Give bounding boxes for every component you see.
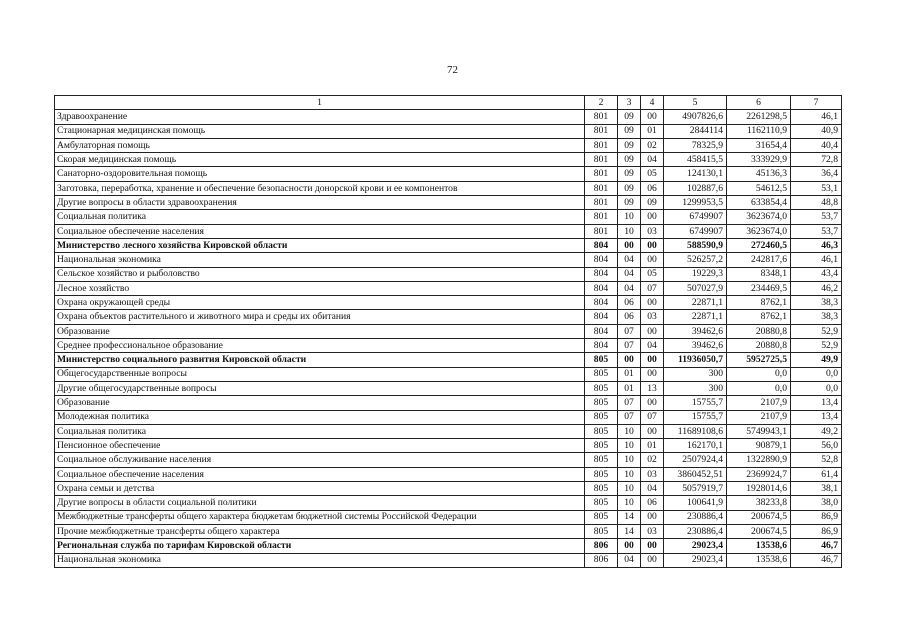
row-code-cell: 801 xyxy=(585,196,618,210)
row-plan-cell: 458415,5 xyxy=(664,153,727,167)
row-subsection-cell: 05 xyxy=(641,267,664,281)
row-section-cell: 09 xyxy=(618,110,641,124)
row-actual-cell: 13538,6 xyxy=(727,553,791,567)
row-name-cell: Другие общегосударственные вопросы xyxy=(55,381,585,395)
row-subsection-cell: 00 xyxy=(641,510,664,524)
page-number: 72 xyxy=(447,64,458,76)
row-name-cell: Социальное обслуживание населения xyxy=(55,453,585,467)
row-name-cell: Социальная политика xyxy=(55,424,585,438)
row-plan-cell: 507027,9 xyxy=(664,281,727,295)
table-header-row xyxy=(55,96,842,110)
row-percent-cell: 49,2 xyxy=(791,424,842,438)
row-percent-cell: 46,7 xyxy=(791,539,842,553)
row-code-cell: 805 xyxy=(585,482,618,496)
row-name-cell: Санаторно-оздоровительная помощь xyxy=(55,167,585,181)
table-row xyxy=(55,439,842,453)
row-section-cell: 10 xyxy=(618,224,641,238)
row-actual-cell: 8762,1 xyxy=(727,296,791,310)
table-row xyxy=(55,396,842,410)
row-plan-cell: 11689108,6 xyxy=(664,424,727,438)
row-plan-cell: 3860452,51 xyxy=(664,467,727,481)
row-section-cell: 07 xyxy=(618,396,641,410)
row-plan-cell: 102887,6 xyxy=(664,181,727,195)
row-plan-cell: 6749907 xyxy=(664,210,727,224)
row-code-cell: 801 xyxy=(585,181,618,195)
table-row xyxy=(55,138,842,152)
row-name-cell: Молодежная политика xyxy=(55,410,585,424)
table-row xyxy=(55,296,842,310)
row-plan-cell: 100641,9 xyxy=(664,496,727,510)
row-actual-cell: 242817,6 xyxy=(727,253,791,267)
row-section-cell: 04 xyxy=(618,267,641,281)
row-plan-cell: 4907826,6 xyxy=(664,110,727,124)
row-plan-cell: 588590,9 xyxy=(664,238,727,252)
row-plan-cell: 11936050,7 xyxy=(664,353,727,367)
row-code-cell: 804 xyxy=(585,253,618,267)
row-name-cell: Охрана окружающей среды xyxy=(55,296,585,310)
row-percent-cell: 0,0 xyxy=(791,381,842,395)
row-plan-cell: 2507924,4 xyxy=(664,453,727,467)
row-name-cell: Охрана объектов растительного и животного мира и среды их обитания xyxy=(55,310,585,324)
row-actual-cell: 2107,9 xyxy=(727,396,791,410)
row-section-cell: 10 xyxy=(618,453,641,467)
row-percent-cell: 0,0 xyxy=(791,367,842,381)
table-row xyxy=(55,110,842,124)
row-subsection-cell: 00 xyxy=(641,110,664,124)
row-plan-cell: 300 xyxy=(664,367,727,381)
row-plan-cell: 162170,1 xyxy=(664,439,727,453)
table-row xyxy=(55,553,842,567)
row-name-cell: Среднее профессиональное образование xyxy=(55,339,585,353)
row-name-cell: Национальная экономика xyxy=(55,253,585,267)
row-subsection-cell: 02 xyxy=(641,138,664,152)
row-code-cell: 801 xyxy=(585,124,618,138)
row-subsection-cell: 06 xyxy=(641,496,664,510)
row-actual-cell: 90879,1 xyxy=(727,439,791,453)
row-code-cell: 805 xyxy=(585,439,618,453)
table-row xyxy=(55,510,842,524)
table-row xyxy=(55,253,842,267)
row-section-cell: 06 xyxy=(618,310,641,324)
row-plan-cell: 300 xyxy=(664,381,727,395)
row-subsection-cell: 00 xyxy=(641,253,664,267)
row-percent-cell: 38,0 xyxy=(791,496,842,510)
table-row xyxy=(55,153,842,167)
row-percent-cell: 40,9 xyxy=(791,124,842,138)
row-section-cell: 07 xyxy=(618,410,641,424)
row-percent-cell: 38,3 xyxy=(791,296,842,310)
table-body xyxy=(55,96,842,568)
row-code-cell: 805 xyxy=(585,367,618,381)
row-percent-cell: 40,4 xyxy=(791,138,842,152)
row-percent-cell: 46,1 xyxy=(791,110,842,124)
table-row xyxy=(55,167,842,181)
row-code-cell: 805 xyxy=(585,410,618,424)
row-plan-cell: 15755,7 xyxy=(664,410,727,424)
table-row xyxy=(55,539,842,553)
row-percent-cell: 61,4 xyxy=(791,467,842,481)
row-subsection-cell: 00 xyxy=(641,553,664,567)
row-section-cell: 01 xyxy=(618,381,641,395)
row-subsection-cell: 00 xyxy=(641,424,664,438)
row-code-cell: 805 xyxy=(585,524,618,538)
row-subsection-cell: 02 xyxy=(641,453,664,467)
table-row xyxy=(55,310,842,324)
row-percent-cell: 46,2 xyxy=(791,281,842,295)
row-actual-cell: 5749943,1 xyxy=(727,424,791,438)
row-section-cell: 09 xyxy=(618,167,641,181)
row-code-cell: 805 xyxy=(585,424,618,438)
row-plan-cell: 39462,6 xyxy=(664,324,727,338)
row-plan-cell: 29023,4 xyxy=(664,539,727,553)
row-actual-cell: 20880,8 xyxy=(727,324,791,338)
table-row xyxy=(55,524,842,538)
row-section-cell: 10 xyxy=(618,467,641,481)
row-code-cell: 801 xyxy=(585,153,618,167)
row-name-cell: Охрана семьи и детства xyxy=(55,482,585,496)
row-name-cell: Общегосударственные вопросы xyxy=(55,367,585,381)
row-name-cell: Образование xyxy=(55,396,585,410)
row-subsection-cell: 07 xyxy=(641,410,664,424)
row-name-cell: Социальное обеспечение населения xyxy=(55,224,585,238)
row-section-cell: 09 xyxy=(618,124,641,138)
row-section-cell: 04 xyxy=(618,281,641,295)
header-cell-2: 2 xyxy=(585,96,618,110)
row-actual-cell: 234469,5 xyxy=(727,281,791,295)
row-percent-cell: 53,1 xyxy=(791,181,842,195)
table-row xyxy=(55,339,842,353)
row-actual-cell: 20880,8 xyxy=(727,339,791,353)
row-name-cell: Министерство социального развития Кировской области xyxy=(55,353,585,367)
row-actual-cell: 5952725,5 xyxy=(727,353,791,367)
row-section-cell: 06 xyxy=(618,296,641,310)
table-row xyxy=(55,124,842,138)
row-actual-cell: 633854,4 xyxy=(727,196,791,210)
row-name-cell: Сельское хозяйство и рыболовство xyxy=(55,267,585,281)
row-section-cell: 04 xyxy=(618,553,641,567)
row-name-cell: Межбюджетные трансферты общего характера бюджетам бюджетной системы Российской Федерации xyxy=(55,510,585,524)
row-name-cell: Образование xyxy=(55,324,585,338)
row-subsection-cell: 00 xyxy=(641,324,664,338)
row-subsection-cell: 00 xyxy=(641,396,664,410)
row-percent-cell: 43,4 xyxy=(791,267,842,281)
row-plan-cell: 19229,3 xyxy=(664,267,727,281)
row-section-cell: 10 xyxy=(618,496,641,510)
row-subsection-cell: 03 xyxy=(641,310,664,324)
row-actual-cell: 1928014,6 xyxy=(727,482,791,496)
row-section-cell: 07 xyxy=(618,339,641,353)
row-plan-cell: 230886,4 xyxy=(664,510,727,524)
row-name-cell: Прочие межбюджетные трансферты общего характера xyxy=(55,524,585,538)
row-percent-cell: 52,9 xyxy=(791,324,842,338)
row-percent-cell: 46,7 xyxy=(791,553,842,567)
table-row xyxy=(55,224,842,238)
row-code-cell: 801 xyxy=(585,167,618,181)
row-plan-cell: 29023,4 xyxy=(664,553,727,567)
row-actual-cell: 1162110,9 xyxy=(727,124,791,138)
row-actual-cell: 333929,9 xyxy=(727,153,791,167)
row-subsection-cell: 03 xyxy=(641,524,664,538)
row-plan-cell: 5057919,7 xyxy=(664,482,727,496)
table-row xyxy=(55,324,842,338)
row-section-cell: 00 xyxy=(618,238,641,252)
row-subsection-cell: 06 xyxy=(641,181,664,195)
row-subsection-cell: 00 xyxy=(641,210,664,224)
row-percent-cell: 46,3 xyxy=(791,238,842,252)
row-section-cell: 00 xyxy=(618,539,641,553)
row-name-cell: Амбулаторная помощь xyxy=(55,138,585,152)
row-actual-cell: 8762,1 xyxy=(727,310,791,324)
row-section-cell: 04 xyxy=(618,253,641,267)
row-subsection-cell: 07 xyxy=(641,281,664,295)
row-code-cell: 801 xyxy=(585,224,618,238)
row-code-cell: 805 xyxy=(585,496,618,510)
row-section-cell: 09 xyxy=(618,138,641,152)
row-percent-cell: 86,9 xyxy=(791,524,842,538)
row-name-cell: Скорая медицинская помощь xyxy=(55,153,585,167)
table-row xyxy=(55,424,842,438)
row-subsection-cell: 00 xyxy=(641,539,664,553)
row-subsection-cell: 01 xyxy=(641,439,664,453)
row-name-cell: Национальная экономика xyxy=(55,553,585,567)
table-row xyxy=(55,281,842,295)
row-section-cell: 10 xyxy=(618,439,641,453)
row-code-cell: 805 xyxy=(585,396,618,410)
row-code-cell: 804 xyxy=(585,324,618,338)
row-actual-cell: 31654,4 xyxy=(727,138,791,152)
row-section-cell: 09 xyxy=(618,153,641,167)
row-actual-cell: 1322890,9 xyxy=(727,453,791,467)
row-code-cell: 805 xyxy=(585,381,618,395)
header-cell-3: 3 xyxy=(618,96,641,110)
row-percent-cell: 48,8 xyxy=(791,196,842,210)
row-section-cell: 09 xyxy=(618,196,641,210)
row-code-cell: 804 xyxy=(585,238,618,252)
row-percent-cell: 86,9 xyxy=(791,510,842,524)
row-actual-cell: 8348,1 xyxy=(727,267,791,281)
row-subsection-cell: 04 xyxy=(641,482,664,496)
row-actual-cell: 2261298,5 xyxy=(727,110,791,124)
row-code-cell: 806 xyxy=(585,553,618,567)
row-code-cell: 805 xyxy=(585,453,618,467)
row-section-cell: 14 xyxy=(618,524,641,538)
row-percent-cell: 36,4 xyxy=(791,167,842,181)
row-percent-cell: 52,9 xyxy=(791,339,842,353)
row-code-cell: 801 xyxy=(585,210,618,224)
header-cell-6: 6 xyxy=(727,96,791,110)
table-row xyxy=(55,381,842,395)
row-section-cell: 10 xyxy=(618,424,641,438)
row-section-cell: 07 xyxy=(618,324,641,338)
row-subsection-cell: 09 xyxy=(641,196,664,210)
row-percent-cell: 13,4 xyxy=(791,410,842,424)
row-plan-cell: 6749907 xyxy=(664,224,727,238)
row-name-cell: Социальное обеспечение населения xyxy=(55,467,585,481)
row-subsection-cell: 01 xyxy=(641,124,664,138)
table-row xyxy=(55,181,842,195)
header-cell-4: 4 xyxy=(641,96,664,110)
row-subsection-cell: 00 xyxy=(641,367,664,381)
row-plan-cell: 39462,6 xyxy=(664,339,727,353)
row-percent-cell: 72,8 xyxy=(791,153,842,167)
row-name-cell: Другие вопросы в области социальной политики xyxy=(55,496,585,510)
row-actual-cell: 200674,5 xyxy=(727,510,791,524)
row-section-cell: 09 xyxy=(618,181,641,195)
row-section-cell: 10 xyxy=(618,210,641,224)
row-code-cell: 805 xyxy=(585,510,618,524)
row-section-cell: 00 xyxy=(618,353,641,367)
row-actual-cell: 54612,5 xyxy=(727,181,791,195)
row-percent-cell: 53,7 xyxy=(791,224,842,238)
table-row xyxy=(55,453,842,467)
row-code-cell: 804 xyxy=(585,296,618,310)
table-row xyxy=(55,353,842,367)
row-actual-cell: 2369924,7 xyxy=(727,467,791,481)
row-code-cell: 801 xyxy=(585,138,618,152)
table-row xyxy=(55,410,842,424)
row-plan-cell: 526257,2 xyxy=(664,253,727,267)
row-percent-cell: 46,1 xyxy=(791,253,842,267)
row-plan-cell: 230886,4 xyxy=(664,524,727,538)
row-actual-cell: 272460,5 xyxy=(727,238,791,252)
row-actual-cell: 0,0 xyxy=(727,367,791,381)
header-cell-1: 1 xyxy=(55,96,585,110)
row-code-cell: 804 xyxy=(585,339,618,353)
row-plan-cell: 1299953,5 xyxy=(664,196,727,210)
row-subsection-cell: 13 xyxy=(641,381,664,395)
table-row xyxy=(55,238,842,252)
row-code-cell: 804 xyxy=(585,310,618,324)
row-name-cell: Региональная служба по тарифам Кировской области xyxy=(55,539,585,553)
row-actual-cell: 3623674,0 xyxy=(727,224,791,238)
row-section-cell: 10 xyxy=(618,482,641,496)
row-percent-cell: 38,3 xyxy=(791,310,842,324)
row-plan-cell: 22871,1 xyxy=(664,310,727,324)
row-percent-cell: 52,8 xyxy=(791,453,842,467)
row-percent-cell: 49,9 xyxy=(791,353,842,367)
budget-table xyxy=(54,95,842,568)
table-row xyxy=(55,210,842,224)
header-cell-5: 5 xyxy=(664,96,727,110)
row-section-cell: 14 xyxy=(618,510,641,524)
row-actual-cell: 45136,3 xyxy=(727,167,791,181)
row-subsection-cell: 03 xyxy=(641,467,664,481)
row-subsection-cell: 04 xyxy=(641,339,664,353)
row-subsection-cell: 04 xyxy=(641,153,664,167)
row-name-cell: Здравоохранение xyxy=(55,110,585,124)
row-plan-cell: 15755,7 xyxy=(664,396,727,410)
row-code-cell: 805 xyxy=(585,353,618,367)
table-row xyxy=(55,367,842,381)
row-name-cell: Министерство лесного хозяйства Кировской области xyxy=(55,238,585,252)
row-name-cell: Другие вопросы в области здравоохранения xyxy=(55,196,585,210)
table-row xyxy=(55,496,842,510)
row-code-cell: 805 xyxy=(585,467,618,481)
row-subsection-cell: 00 xyxy=(641,296,664,310)
row-actual-cell: 13538,6 xyxy=(727,539,791,553)
row-actual-cell: 200674,5 xyxy=(727,524,791,538)
row-code-cell: 804 xyxy=(585,281,618,295)
row-actual-cell: 2107,9 xyxy=(727,410,791,424)
table-row xyxy=(55,482,842,496)
row-plan-cell: 22871,1 xyxy=(664,296,727,310)
row-code-cell: 804 xyxy=(585,267,618,281)
table-row xyxy=(55,267,842,281)
row-percent-cell: 38,1 xyxy=(791,482,842,496)
row-name-cell: Пенсионное обеспечение xyxy=(55,439,585,453)
table-row xyxy=(55,196,842,210)
row-actual-cell: 38233,8 xyxy=(727,496,791,510)
row-subsection-cell: 03 xyxy=(641,224,664,238)
row-name-cell: Социальная политика xyxy=(55,210,585,224)
row-subsection-cell: 00 xyxy=(641,353,664,367)
row-percent-cell: 56,0 xyxy=(791,439,842,453)
header-cell-7: 7 xyxy=(791,96,842,110)
row-plan-cell: 2844114 xyxy=(664,124,727,138)
row-name-cell: Стационарная медицинская помощь xyxy=(55,124,585,138)
table-row xyxy=(55,467,842,481)
row-name-cell: Заготовка, переработка, хранение и обеспечение безопасности донорской крови и ее компонентов xyxy=(55,181,585,195)
row-percent-cell: 53,7 xyxy=(791,210,842,224)
row-actual-cell: 3623674,0 xyxy=(727,210,791,224)
row-actual-cell: 0,0 xyxy=(727,381,791,395)
row-name-cell: Лесное хозяйство xyxy=(55,281,585,295)
row-code-cell: 806 xyxy=(585,539,618,553)
row-percent-cell: 13,4 xyxy=(791,396,842,410)
row-subsection-cell: 00 xyxy=(641,238,664,252)
row-code-cell: 801 xyxy=(585,110,618,124)
row-section-cell: 01 xyxy=(618,367,641,381)
row-plan-cell: 78325,9 xyxy=(664,138,727,152)
row-subsection-cell: 05 xyxy=(641,167,664,181)
row-plan-cell: 124130,1 xyxy=(664,167,727,181)
